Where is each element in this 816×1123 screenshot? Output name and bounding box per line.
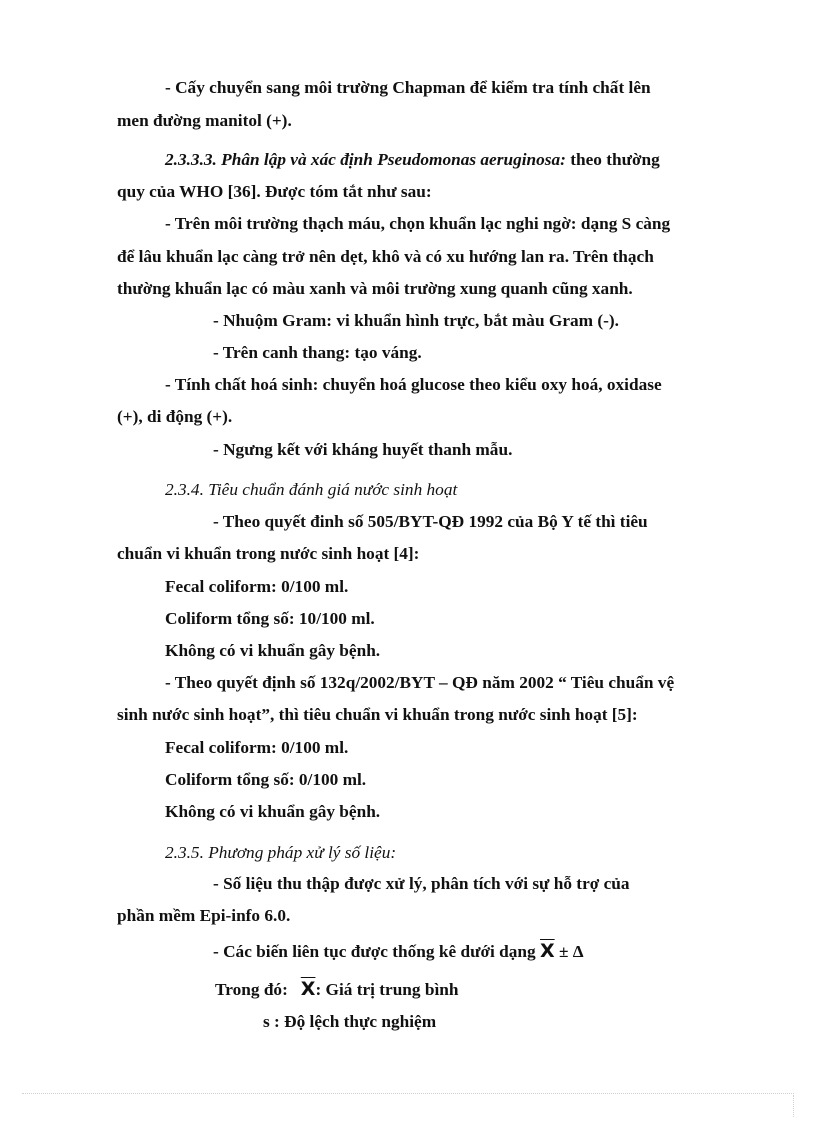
- text-line: - Theo quyết đinh số 505/BYT-QĐ 1992 của Bộ Y tế thì tiêu: [213, 512, 648, 531]
- text-span: theo thường: [565, 150, 660, 169]
- text-line: Không có vi khuẩn gây bệnh.: [165, 641, 381, 660]
- definition-label: Trong đó:: [215, 980, 301, 999]
- text-line: - Tính chất hoá sinh: chuyển hoá glucose theo kiểu oxy hoá, oxidase: [165, 375, 662, 394]
- section-heading-2-3-3-3: [165, 149, 660, 171]
- text-line: để lâu khuẩn lạc càng trở nên dẹt, khô và có xu hướng lan ra. Trên thạch: [117, 247, 654, 266]
- text-span: - Các biến liên tục được thống kê dưới dạng: [213, 942, 540, 961]
- text-line: - Trên môi trường thạch máu, chọn khuẩn lạc nghi ngờ: dạng S càng: [165, 214, 671, 233]
- text-line: Fecal coliform: 0/100 ml.: [165, 577, 349, 596]
- text-line: - Trên canh thang: tạo váng.: [213, 343, 422, 362]
- mean-symbol: $\overline{X}$: [300, 978, 316, 1000]
- text-line: - Cấy chuyển sang môi trường Chapman để kiểm tra tính chất lên: [165, 78, 651, 97]
- text-line: Coliform tổng số: 10/100 ml.: [165, 609, 375, 628]
- text-line: - Nhuộm Gram: vi khuẩn hình trực, bắt màu Gram (-).: [213, 311, 619, 330]
- formula-line: [213, 940, 584, 963]
- text-line: s : Độ lệch thực nghiệm: [263, 1012, 437, 1031]
- definition-text: : Giá trị trung bình: [315, 980, 459, 999]
- page-corner-border: [793, 1095, 794, 1117]
- text-line: Không có vi khuẩn gây bệnh.: [165, 802, 381, 821]
- text-line: chuẩn vi khuẩn trong nước sinh hoạt [4]:: [117, 544, 420, 563]
- text-line: Fecal coliform: 0/100 ml.: [165, 738, 349, 757]
- text-line: Coliform tổng số: 0/100 ml.: [165, 770, 367, 789]
- text-line: sinh nước sinh hoạt”, thì tiêu chuẩn vi khuẩn trong nước sinh hoạt [5]:: [117, 705, 638, 724]
- mean-symbol: $\overline{X}$: [539, 940, 555, 962]
- text-line: thường khuẩn lạc có màu xanh và môi trường xung quanh cũng xanh.: [117, 279, 633, 298]
- section-heading-2-3-4: 2.3.4. Tiêu chuẩn đánh giá nước sinh hoạt: [165, 480, 458, 499]
- text-line: quy của WHO [36]. Được tóm tắt như sau:: [117, 182, 432, 201]
- text-line: phần mềm Epi-info 6.0.: [117, 906, 291, 925]
- text-line: - Theo quyết định số 132q/2002/BYT – QĐ năm 2002 “ Tiêu chuẩn vệ: [165, 673, 675, 692]
- section-heading-title: 2.3.3.3. Phân lập và xác định Pseudomonas aeruginosa:: [165, 150, 566, 169]
- text-line: - Ngưng kết với kháng huyết thanh mẫu.: [213, 440, 513, 459]
- text-line: (+), di động (+).: [117, 407, 233, 426]
- section-heading-2-3-5: 2.3.5. Phương pháp xử lý số liệu:: [165, 843, 397, 862]
- text-line: - Số liệu thu thập được xử lý, phân tích với sự hỗ trợ của: [213, 874, 630, 893]
- page-bottom-border: [22, 1093, 794, 1094]
- text-line: men đường manitol (+).: [117, 111, 292, 130]
- definition-line: [215, 978, 459, 1001]
- plus-minus-delta: ± Δ: [554, 942, 584, 961]
